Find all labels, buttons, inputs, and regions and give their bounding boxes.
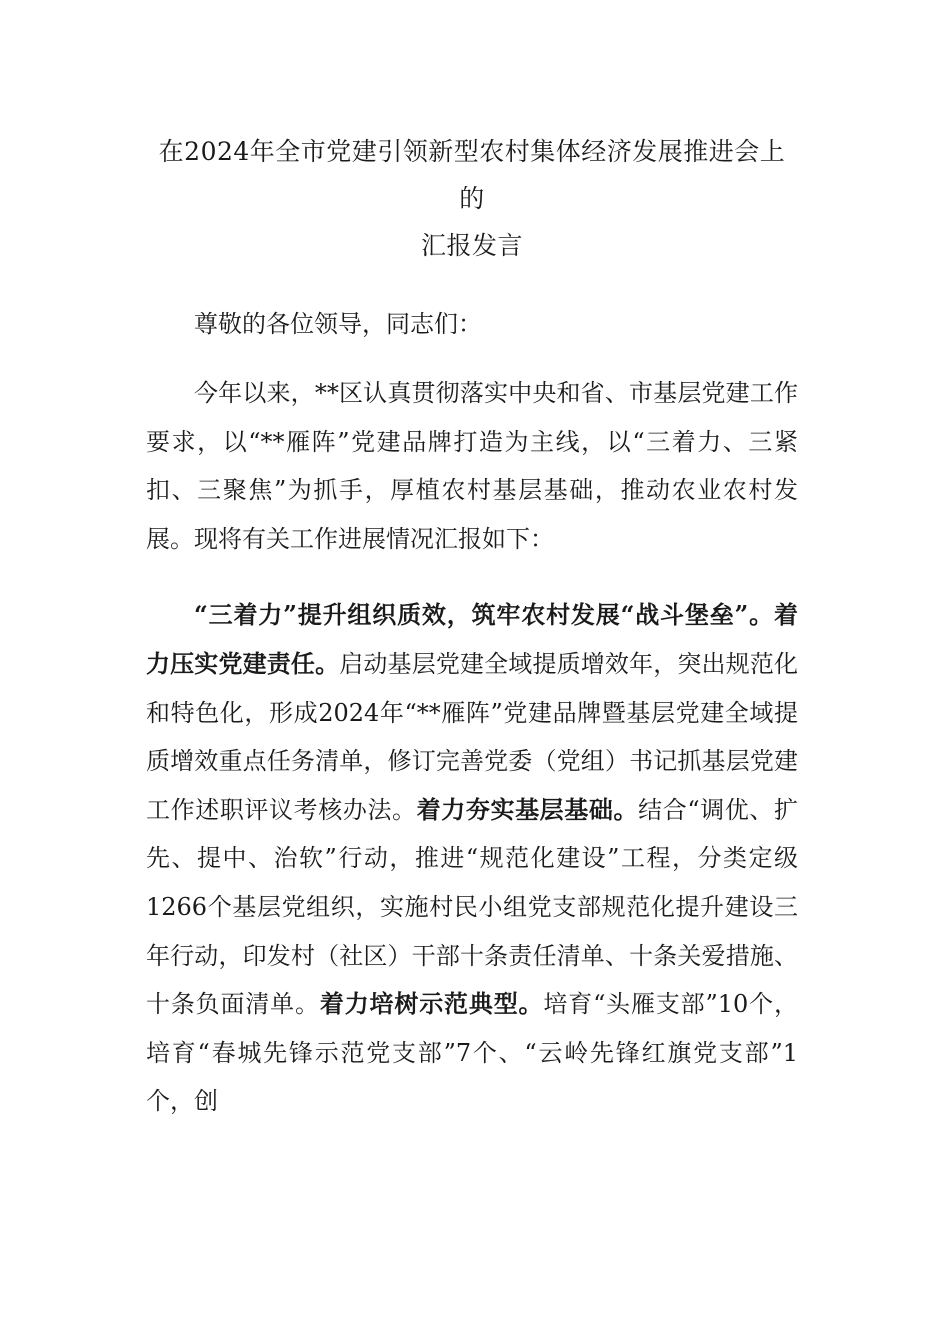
sub-1-text: 启动基层党建全域提质增效年，突出规范化和特色化，形成2024年“**雁阵”党建品牌暨基层党建全域提质增效重点任务清单，修订完善党委（党组）书记抓基层党建工作述职评议考核办法。 [146,649,799,824]
salutation: 尊敬的各位领导，同志们： [194,310,482,338]
section-1-paragraph [146,591,798,1126]
sub-2-heading: 着力夯实基层基础。 [416,794,639,824]
sub-3-text: 培育“头雁支部”10个，培育“春城先锋示范党支部”7个、“云岭先锋红旗党支部”1个，创 [146,990,799,1116]
title-line-2: 汇报发言 [420,231,523,260]
sub-1-heading: 着力压实党建责任。 [146,600,798,678]
document-page [146,128,798,1126]
sub-3-heading: 着力培树示范典型。 [319,989,544,1019]
document-title [146,128,798,269]
intro-paragraph: 今年以来，**区认真贯彻落实中央和省、市基层党建工作要求，以“**雁阵”党建品牌打造为主线，以“三着力、三紧扣、三聚焦”为抓手，厚植农村基层基础，推动农业农村发展。现将有关工作进展情况汇报如下： [146,379,798,553]
section-1-heading: “三着力”提升组织质效，筑牢农村发展“战斗堡垒”。 [194,600,774,630]
sub-2-text: 结合“调优、扩先、提中、治软”行动，推进“规范化建设”工程，分类定级1266个基层党组织，实施村民小组党支部规范化提升建设三年行动，印发村（社区）干部十条责任清单、十条关爱措施、十条负面清单。 [146,795,799,1019]
title-line-1: 在2024年全市党建引领新型农村集体经济发展推进会上的 [158,137,786,213]
